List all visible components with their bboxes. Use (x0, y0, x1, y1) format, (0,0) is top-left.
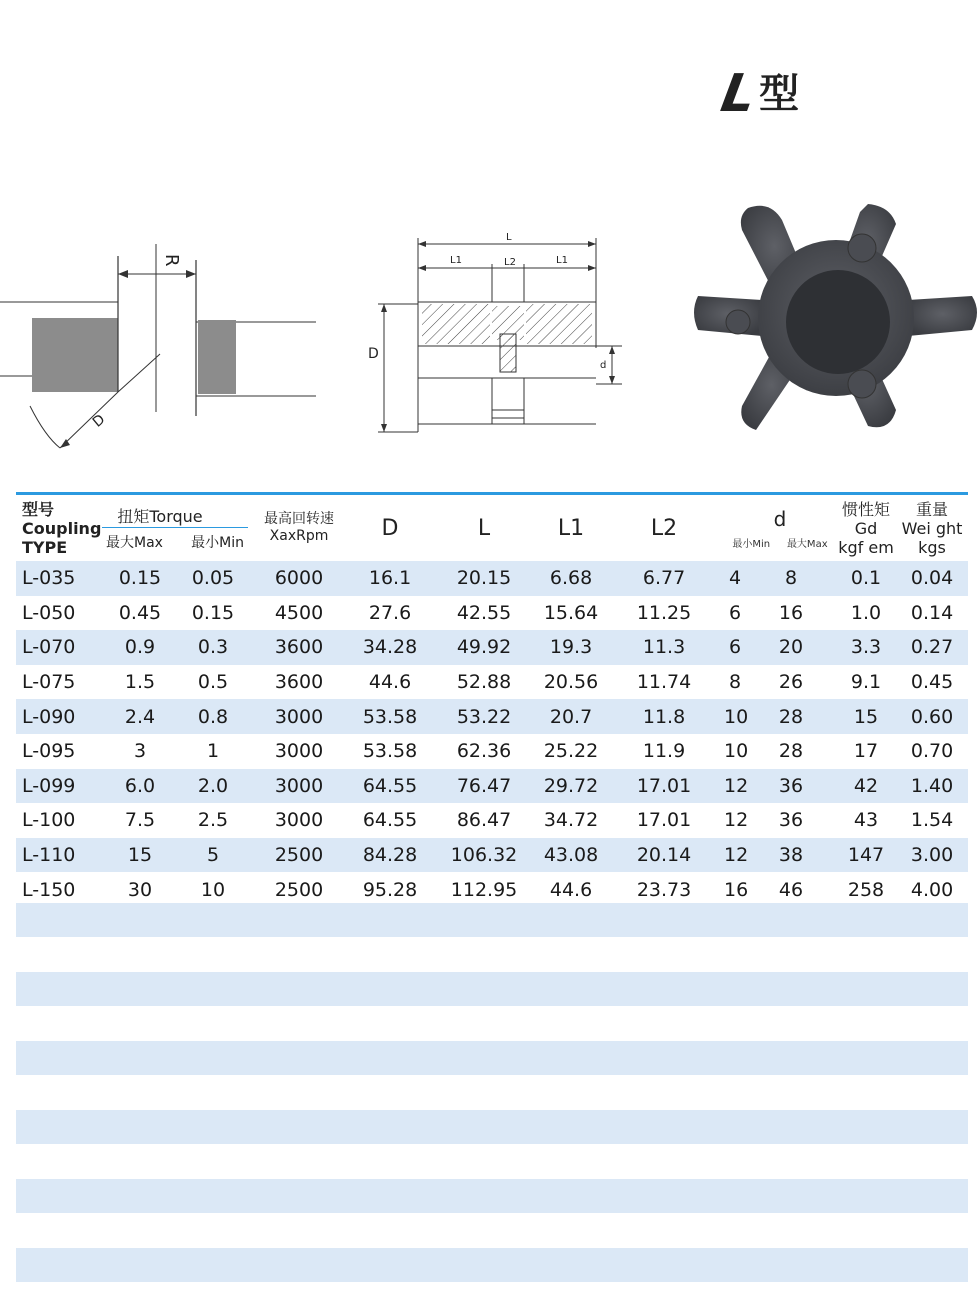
table-cell: L-100 (22, 809, 76, 832)
table-cell: 11.3 (642, 636, 686, 659)
table-cell: 2.5 (197, 809, 229, 832)
table-cell: 11.25 (636, 601, 692, 624)
table-cell: 64.55 (362, 774, 418, 797)
label-d-small: d (600, 360, 607, 371)
title-type-char: 型 (759, 71, 800, 117)
table-cell: 1.5 (124, 671, 156, 694)
table-cell: 34.28 (362, 636, 418, 659)
table-cell: 10 (200, 878, 226, 901)
label-l1-right: L1 (556, 255, 568, 266)
table-cell: 23.73 (636, 878, 692, 901)
table-cell: 12 (724, 844, 749, 867)
table-cell: 9.1 (850, 671, 882, 694)
header-col-L1: L1 (538, 494, 604, 562)
header-col-L2: L2 (604, 494, 724, 562)
table-cell: 2500 (274, 844, 324, 867)
table-row (16, 872, 968, 907)
table-cell: 0.5 (197, 671, 229, 694)
table-cell: 0.3 (197, 636, 229, 659)
table-cell: 16.1 (368, 567, 412, 590)
table-cell: 2.0 (197, 774, 229, 797)
table-cell: 12 (724, 774, 749, 797)
table-cell: 0.8 (197, 705, 229, 728)
table-cell: 49.92 (456, 636, 512, 659)
table-cell: 0.14 (910, 601, 954, 624)
table-cell: 76.47 (456, 774, 512, 797)
spec-table-body (16, 561, 968, 907)
table-cell: L-150 (22, 878, 76, 901)
header-type (16, 494, 102, 562)
table-cell: 3600 (274, 671, 324, 694)
table-cell: 1.54 (910, 809, 954, 832)
table-cell: 15 (127, 844, 153, 867)
table-cell: 11.8 (642, 705, 686, 728)
table-cell: 11.9 (642, 740, 686, 763)
table-cell: 38 (778, 844, 804, 867)
table-cell: 34.72 (543, 809, 599, 832)
table-cell: L-050 (22, 601, 76, 624)
table-cell: 15.64 (543, 601, 599, 624)
table-cell: 53.22 (456, 705, 512, 728)
table-cell: 86.47 (456, 809, 512, 832)
table-cell: 0.60 (910, 705, 954, 728)
table-cell: 25.22 (543, 740, 599, 763)
table-cell: 8 (784, 567, 798, 590)
table-cell: 0.04 (910, 567, 954, 590)
header-rpm-en: XaxRpm (269, 528, 329, 544)
filler-row (16, 1179, 968, 1213)
table-cell: 46 (778, 878, 804, 901)
table-cell: 6 (728, 636, 742, 659)
table-cell: 0.05 (191, 567, 235, 590)
table-cell: 3000 (274, 705, 324, 728)
table-cell: 0.70 (910, 740, 954, 763)
table-cell: 147 (847, 844, 885, 867)
misalignment-diagram (0, 236, 330, 456)
table-cell: 0.27 (910, 636, 954, 659)
table-cell: 26 (778, 671, 804, 694)
header-torque-min: 最小Min (191, 535, 245, 551)
table-cell: L-075 (22, 671, 76, 694)
table-cell: 2.4 (124, 705, 156, 728)
table-cell: 3000 (274, 809, 324, 832)
table-cell: 30 (127, 878, 153, 901)
table-cell: 29.72 (543, 774, 599, 797)
table-row (16, 769, 968, 804)
table-cell: 16 (724, 878, 749, 901)
table-cell: 3000 (274, 740, 324, 763)
table-cell: 1.0 (850, 601, 882, 624)
table-cell: 42 (853, 774, 879, 797)
table-cell: 52.88 (456, 671, 512, 694)
header-weight (896, 494, 968, 562)
table-row (16, 803, 968, 838)
table-cell: 62.36 (456, 740, 512, 763)
table-cell: 3000 (274, 774, 324, 797)
table-cell: 64.55 (362, 809, 418, 832)
table-cell: 10 (724, 740, 749, 763)
header-d-max: 最大Max (786, 538, 828, 550)
filler-row (16, 1248, 968, 1282)
table-cell: 53.58 (362, 740, 418, 763)
header-torque-label: 扭矩Torque (102, 504, 248, 528)
table-cell: 27.6 (368, 601, 412, 624)
title-letter: L (716, 64, 761, 124)
table-cell: 6.0 (124, 774, 156, 797)
section-diagram (360, 228, 630, 440)
table-cell: 19.3 (549, 636, 593, 659)
table-cell: 4 (728, 567, 742, 590)
table-cell: L-110 (22, 844, 76, 867)
table-cell: 0.15 (118, 567, 162, 590)
label-d-big: D (368, 346, 379, 362)
table-cell: 20.15 (456, 567, 512, 590)
table-cell: 10 (724, 705, 749, 728)
table-row (16, 838, 968, 873)
table-cell: 43.08 (543, 844, 599, 867)
table-cell: 28 (778, 705, 804, 728)
table-cell: L-099 (22, 774, 76, 797)
table-cell: 53.58 (362, 705, 418, 728)
table-cell: 5 (206, 844, 220, 867)
table-cell: 1.40 (910, 774, 954, 797)
table-cell: 42.55 (456, 601, 512, 624)
table-cell: L-090 (22, 705, 76, 728)
filler-row (16, 972, 968, 1006)
table-cell: 4500 (274, 601, 324, 624)
header-d-min: 最小Min (732, 538, 771, 550)
spider-image (690, 200, 980, 436)
label-l1-left: L1 (450, 255, 462, 266)
header-weight-cn: 重量 (916, 499, 949, 519)
table-cell: 106.32 (450, 844, 518, 867)
table-cell: 16 (778, 601, 804, 624)
header-type-cn: 型号 (22, 499, 55, 519)
header-col-L: L (430, 494, 538, 562)
table-row (16, 630, 968, 665)
table-cell: 28 (778, 740, 804, 763)
label-r: R (161, 254, 182, 267)
header-torque (102, 494, 248, 562)
table-cell: 3 (133, 740, 147, 763)
table-cell: 0.1 (850, 567, 882, 590)
table-cell: L-095 (22, 740, 76, 763)
table-cell: 20.14 (636, 844, 692, 867)
table-cell: 17.01 (636, 809, 692, 832)
table-cell: 3.3 (850, 636, 882, 659)
header-weight-unit: kgs (918, 537, 946, 557)
table-cell: 0.45 (910, 671, 954, 694)
header-rpm (248, 494, 350, 562)
table-cell: 44.6 (549, 878, 593, 901)
table-cell: 20.7 (549, 705, 593, 728)
table-cell: 17 (853, 740, 879, 763)
table-cell: 8 (728, 671, 742, 694)
table-row (16, 561, 968, 596)
table-row (16, 699, 968, 734)
table-cell: L-035 (22, 567, 76, 590)
table-row (16, 596, 968, 631)
table-cell: 15 (853, 705, 879, 728)
table-cell: 17.01 (636, 774, 692, 797)
header-inertia-unit: kgf em (838, 537, 894, 557)
table-cell: 11.74 (636, 671, 692, 694)
header-torque-max: 最大Max (106, 535, 163, 551)
table-cell: 44.6 (368, 671, 412, 694)
table-cell: 6000 (274, 567, 324, 590)
table-row (16, 734, 968, 769)
table-cell: 3.00 (910, 844, 954, 867)
spec-table (16, 492, 968, 907)
header-rpm-cn: 最高回转速 (264, 511, 335, 527)
table-cell: 0.45 (118, 601, 162, 624)
header-col-D: D (350, 494, 430, 562)
table-cell: 36 (778, 774, 804, 797)
table-cell: 7.5 (124, 809, 156, 832)
table-cell: 43 (853, 809, 879, 832)
table-cell: 6 (728, 601, 742, 624)
header-weight-en: Wei ght (901, 518, 963, 538)
table-cell: 3600 (274, 636, 324, 659)
header-type-en1: Coupling (22, 518, 102, 538)
table-cell: 2500 (274, 878, 324, 901)
table-cell: 36 (778, 809, 804, 832)
table-cell: 6.77 (642, 567, 686, 590)
table-cell: 20 (778, 636, 804, 659)
table-cell: 0.9 (124, 636, 156, 659)
table-cell: 12 (724, 809, 749, 832)
table-cell: 258 (847, 878, 885, 901)
header-inertia-cn: 惯性矩 (842, 499, 891, 519)
table-cell: 95.28 (362, 878, 418, 901)
header-col-d-label: d (773, 506, 787, 531)
header-col-d (724, 494, 836, 562)
header-inertia (836, 494, 896, 562)
table-cell: 84.28 (362, 844, 418, 867)
table-cell: 112.95 (450, 878, 518, 901)
table-cell: 6.68 (549, 567, 593, 590)
filler-row (16, 1110, 968, 1144)
header-inertia-gd: Gd (854, 518, 878, 538)
page-title (716, 64, 800, 124)
label-l2: L2 (504, 257, 516, 268)
table-row (16, 665, 968, 700)
table-cell: L-070 (22, 636, 76, 659)
table-cell: 1 (206, 740, 220, 763)
table-cell: 20.56 (543, 671, 599, 694)
header-type-en2: TYPE (22, 537, 68, 557)
label-l: L (506, 232, 512, 243)
filler-row (16, 1041, 968, 1075)
table-cell: 4.00 (910, 878, 954, 901)
label-d-angle: D (89, 411, 109, 431)
table-cell: 0.15 (191, 601, 235, 624)
filler-row (16, 903, 968, 937)
